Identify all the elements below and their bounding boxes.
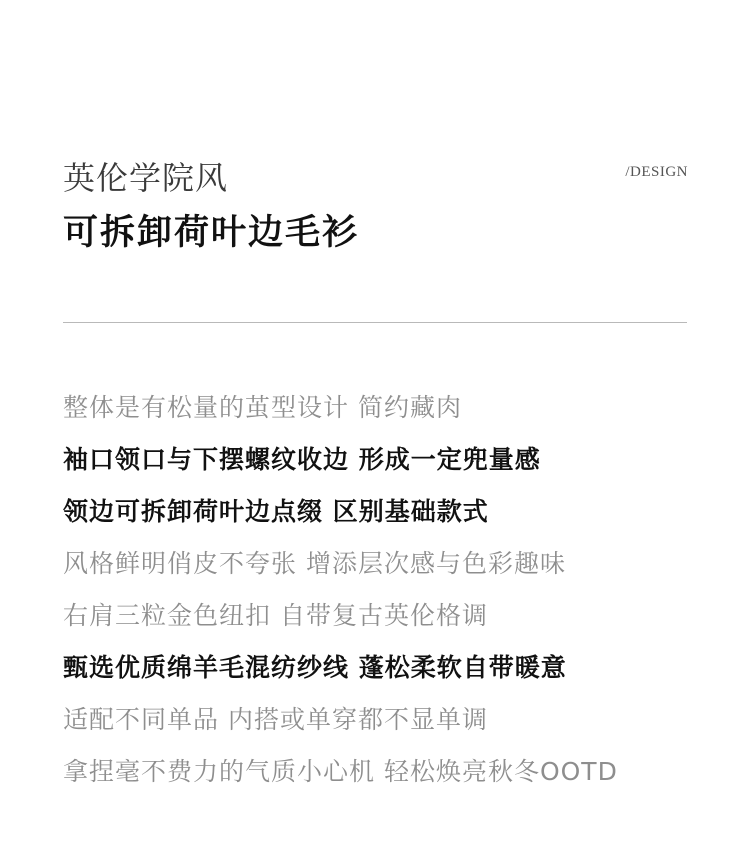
section-subtitle: 英伦学院风 [63, 159, 229, 197]
description-line: 甄选优质绵羊毛混纺纱线 蓬松柔软自带暖意 [63, 653, 567, 682]
description-line: 拿捏毫不费力的气质小心机 轻松焕亮秋冬OOTD [63, 757, 618, 786]
description-line: 领边可拆卸荷叶边点缀 区别基础款式 [63, 497, 489, 526]
description-line: 右肩三粒金色纽扣 自带复古英伦格调 [63, 601, 488, 630]
description-line: 整体是有松量的茧型设计 简约藏肉 [63, 393, 462, 422]
page-title: 可拆卸荷叶边毛衫 [63, 213, 360, 253]
design-tag: /DESIGN [625, 164, 688, 180]
description-line: 风格鲜明俏皮不夸张 增添层次感与色彩趣味 [63, 549, 566, 578]
description-list [63, 382, 703, 798]
description-line: 适配不同单品 内搭或单穿都不显单调 [63, 705, 488, 734]
divider [63, 322, 687, 323]
description-line: 袖口领口与下摆螺纹收边 形成一定兜量感 [63, 445, 541, 474]
